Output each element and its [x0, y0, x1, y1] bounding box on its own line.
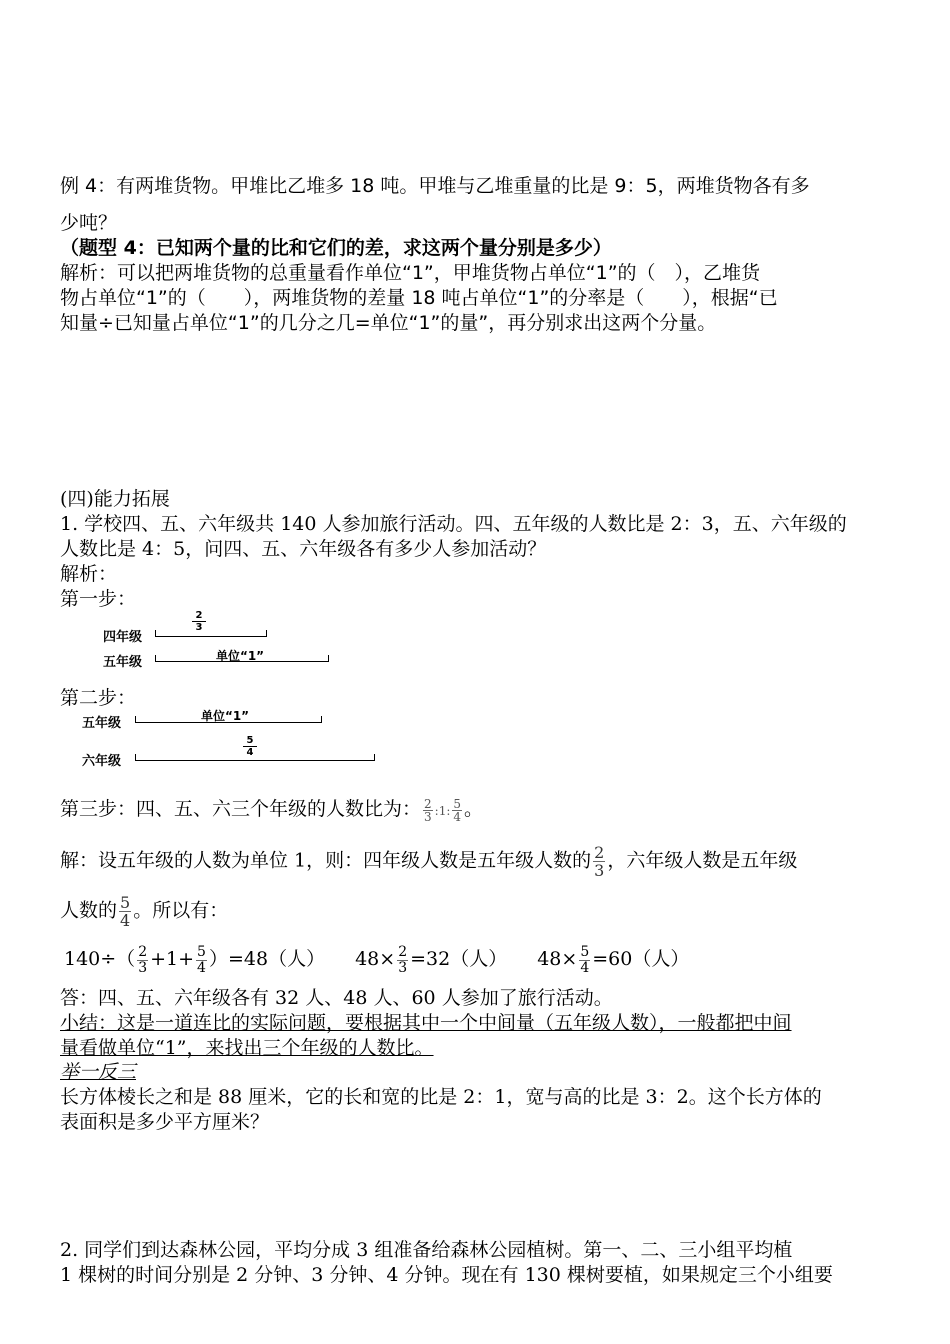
answer-line: 答：四、五、六年级各有 32 人、48 人、60 人参加了旅行活动。	[60, 987, 613, 1009]
calc-fraction-2-3: $\frac{2}{3}$	[138, 943, 148, 976]
grade4-label: 四年级	[103, 630, 143, 645]
example4-line2: 少吨？	[60, 212, 118, 234]
unit-one-label-2: 单位“1”	[200, 709, 250, 723]
q2-line1: 2. 同学们到达森林公园，平均分成 3 组准备给森林公园植树。第一、二、三小组平均植	[60, 1239, 793, 1261]
calculation-line: 140÷（ $\frac{2}{3}$ +1+ $\frac{5}{4}$ ）=48（人） 48× $\frac{2}{3}$ =32（人） 48× $\frac{5}{4}$ =60（人）	[64, 943, 690, 976]
type-title: （题型 4：已知两个量的比和它们的差，求这两个量分别是多少）	[60, 237, 612, 259]
summary-line1: 小结：这是一道连比的实际问题，要根据其中一个中间量（五年级人数），一般都把中间	[60, 1012, 792, 1034]
unit-one-label: 单位“1”	[215, 649, 265, 663]
ratio-fraction-5-4: $\frac{5}{4}$	[453, 796, 462, 824]
fraction-5-4: $\frac{5}{4}$	[120, 893, 131, 930]
analysis-label: 解析：	[60, 563, 118, 585]
solution-line2: 人数的 $\frac{5}{4}$ 。所以有：	[60, 893, 229, 930]
ratio-fraction-2-3: $\frac{2}{3}$	[424, 796, 432, 824]
practice-line1: 长方体棱长之和是 88 厘米，它的长和宽的比是 2：1，宽与高的比是 3：2。这个长方体的	[60, 1086, 822, 1108]
q2-line2: 1 棵树的时间分别是 2 分钟、3 分钟、4 分钟。现在有 130 棵树要植，如果规定三个小组要	[60, 1264, 833, 1286]
grade6-segment	[135, 760, 375, 761]
grade6-fraction: $\frac{5}{4}$	[243, 735, 257, 758]
step2-label: 第二步：	[60, 687, 137, 709]
grade4-segment	[155, 636, 267, 637]
calc-fraction-2-3-b: $\frac{2}{3}$	[398, 943, 408, 976]
grade5-label: 五年级	[103, 655, 143, 670]
grade6-label: 六年级	[82, 754, 122, 769]
calc-fraction-5-4-b: $\frac{5}{4}$	[580, 943, 590, 976]
analysis-line3: 知量÷已知量占单位“1”的几分之几=单位“1”的量”，再分别求出这两个分量。	[60, 312, 717, 334]
solution-line1: 解：设五年级的人数为单位 1，则：四年级人数是五年级人数的 $\frac{2}{3}$ ，六年级人数是五年级	[60, 843, 798, 880]
grade5-label-2: 五年级	[82, 716, 122, 731]
example4-line1: 例 4：有两堆货物。甲堆比乙堆多 18 吨。甲堆与乙堆重量的比是 9：5，两堆货物各有多	[60, 175, 810, 197]
summary-line2: 量看做单位“1”，来找出三个年级的人数比。	[60, 1037, 434, 1059]
section-heading: (四)能力拓展	[60, 488, 170, 510]
q1-line1: 1. 学校四、五、六年级共 140 人参加旅行活动。四、五年级的人数比是 2：3，五、六年级的	[60, 513, 847, 535]
grade4-fraction: $\frac{2}{3}$	[192, 610, 206, 633]
analysis-line1: 解析：可以把两堆货物的总重量看作单位“1”，甲堆货物占单位“1”的（ ），乙堆货	[60, 262, 761, 284]
calc-fraction-5-4: $\frac{5}{4}$	[197, 943, 206, 976]
practice-label: 举一反三	[60, 1061, 137, 1083]
step1-label: 第一步：	[60, 588, 137, 610]
step3-line: 第三步：四、五、六三个年级的人数比为： $\frac{2}{3}$ :1: $\frac{5}{4}$ 。	[60, 796, 484, 824]
q1-line2: 人数比是 4：5，问四、五、六年级各有多少人参加活动？	[60, 538, 547, 560]
analysis-line2: 物占单位“1”的（ ），两堆货物的差量 18 吨占单位“1”的分率是（ ），根据“已	[60, 287, 778, 309]
practice-line2: 表面积是多少平方厘米？	[60, 1111, 270, 1133]
fraction-2-3: $\frac{2}{3}$	[594, 843, 605, 880]
